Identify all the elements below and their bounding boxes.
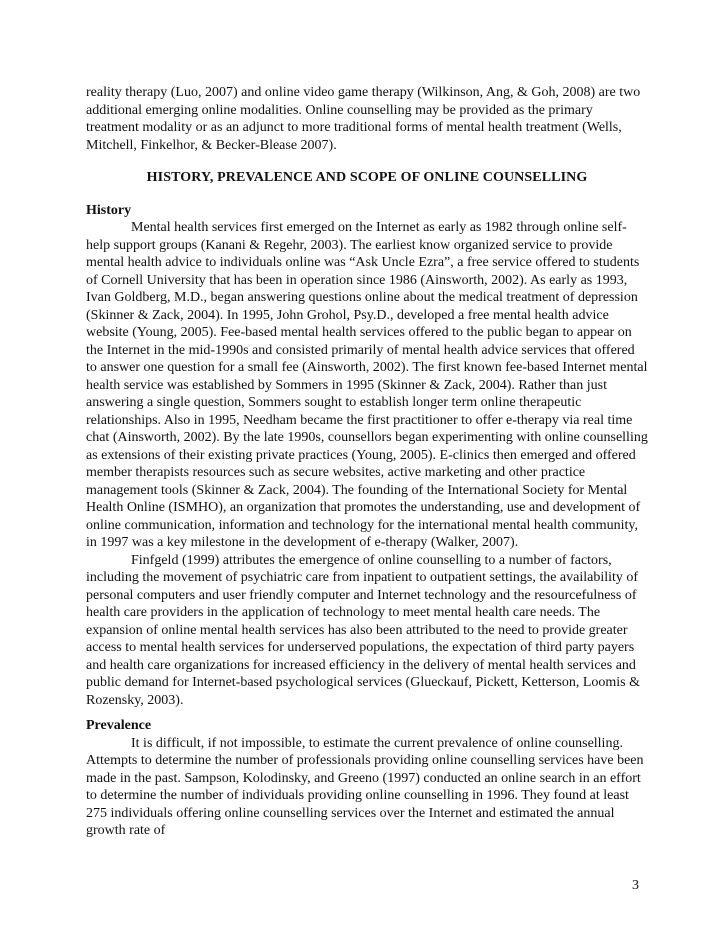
history-heading: History: [86, 202, 132, 218]
prevalence-paragraph-1: It is difficult, if not impossible, to estimate the current prevalence of online counselling. Attempts to determine the number of professionals providing online counselling services have been made in the past. Sampson, Kolodinsky, and Greeno (1997) conducted an online search in an effort to determine the number of individuals providing online counselling in 1996. They found at least 275 individuals offering online counselling services over the Internet and estimated the annual growth rate of: [86, 735, 644, 838]
prevalence-heading: Prevalence: [86, 718, 152, 733]
history-paragraph-2: Finfgeld (1999) attributes the emergence of online counselling to a number of factors, including the movement of psychiatric care from inpatient to outpatient settings, the availability of personal computers and user friendly computer and Internet technology and the resourcefulness of health care providers in the application of technology to meet mental health care needs. The expansion of online mental health services has also been attributed to the need to provide greater access to mental health services for underserved populations, the expectation of third party payers and health care organizations for increased efficiency in the delivery of mental health services and public demand for Internet-based psychological services (Glueckauf, Pickett, Ketterson, Loomis & Rozensky, 2003).: [86, 552, 640, 708]
intro-paragraph: reality therapy (Luo, 2007) and online video game therapy (Wilkinson, Ang, & Goh, 2008) are two additional emerging online modalities. Online counselling may be provided as the primary treatment modality or as an adjunct to more traditional forms of mental health treatment (Wells, Mitchell, Finkelhor, & Becker-Blease 2007).: [86, 85, 641, 153]
page-number: 3: [632, 878, 639, 893]
section-title: HISTORY, PREVALENCE AND SCOPE OF ONLINE COUNSELLING: [146, 170, 588, 185]
history-paragraph-1: Mental health services first emerged on the Internet as early as 1982 through online self-help support groups (Kanani & Regehr, 2003). The earliest know organized service to provide mental health advice to individuals online was “Ask Uncle Ezra”, a free service offered to students of Cornell University that has been in operation since 1986 (Ainsworth, 2002). As early as 1993, Ivan Goldberg, M.D., began answering questions online about the medical treatment of depression (Skinner & Zack, 2004). In 1995, John Grohol, Psy.D., developed a free mental health advice website (Young, 2005). Fee-based mental health services offered to the public began to appear on the Internet in the mid-1990s and consisted primarily of mental health advice services that offered to answer one question for a small fee (Ainsworth, 2002). The first known fee-based Internet mental health service was established by Sommers in 1995 (Skinner & Zack, 2004). Rather than just answering a single question, Sommers sought to establish longer term online therapeutic relationships. Also in 1995, Needham became the first practitioner to offer e-therapy via real time chat (Ainsworth, 2002). By the late 1990s, counsellors began experimenting with online counselling as extensions of their existing private practices (Young, 2005). E-clinics then emerged and offered member therapists resources such as secure websites, active marketing and other practice management tools (Skinner & Zack, 2004). The founding of the International Society for Mental Health Online (ISMHO), an organization that promotes the understanding, use and development of online communication, information and technology for the international mental health community, in 1997 was a key milestone in the development of e-therapy (Walker, 2007).: [86, 220, 648, 550]
document-page: [86, 84, 648, 840]
